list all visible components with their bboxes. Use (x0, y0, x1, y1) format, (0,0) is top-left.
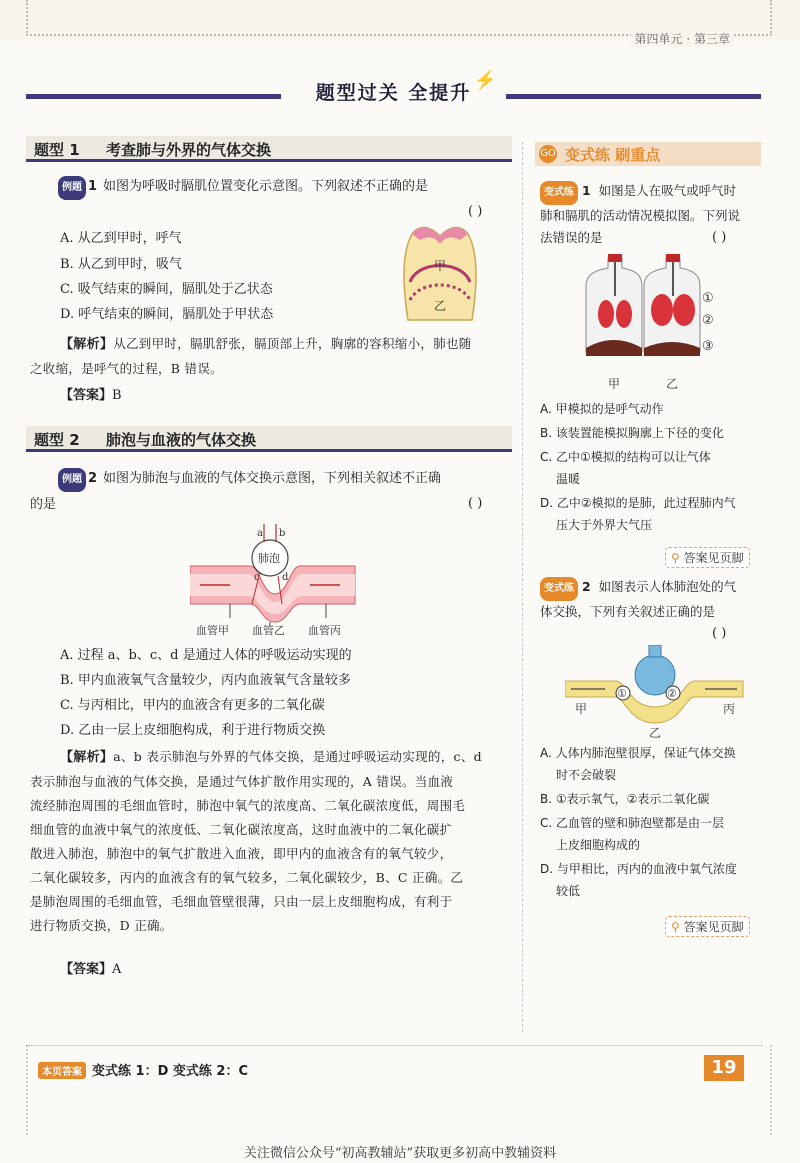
vessel-bing-label: 血管丙 (308, 624, 341, 637)
analysis-line: 进行物质交换，D 正确。 (30, 918, 173, 933)
answer-tag: 【答案】 (60, 388, 113, 403)
figure-label-jia: 甲 (434, 259, 447, 273)
option-a: A. 甲模拟的是呼气动作 (540, 402, 664, 416)
variant-number: 1 (581, 183, 591, 198)
option-a-cont: 时不会破裂 (556, 768, 617, 782)
variant-number: 2 (581, 579, 591, 594)
vessel-yi-label: 乙 (649, 726, 662, 740)
page-number: 19 (704, 1055, 744, 1081)
key-icon: ⚲ (671, 551, 680, 565)
page-title: 题型过关 全提升 (315, 82, 472, 104)
variant-2-question (540, 576, 762, 623)
option-d: D. 与甲相比，丙内的血液中氧气浓度 (540, 862, 737, 876)
option-d: D. 乙中②模拟的是肺，此过程肺内气 (540, 496, 736, 510)
see-footer-text: 答案见页脚 (683, 920, 744, 934)
page-answer-badge: 本页答案 (38, 1062, 86, 1079)
example-2-question (58, 468, 518, 492)
option-d-cont: 较低 (556, 884, 581, 898)
analysis-line: 从乙到甲时，膈肌舒张，膈顶部上升，胸廓的容积缩小，肺也随 (113, 336, 472, 351)
page-answer-text: 变式练 1：D 变式练 2：C (92, 1064, 249, 1079)
section-1-header (26, 136, 512, 162)
bottom-note: 关注微信公众号“初高教辅站”获取更多初高中教辅资料 (243, 1146, 557, 1161)
answer-blank: ( ) (468, 204, 483, 219)
analysis-1 (30, 332, 515, 381)
variant-practice-title: 变式练 刷重点 (565, 146, 661, 164)
question-text: 体交换，下列有关叙述正确的是 (540, 604, 716, 619)
analysis-line: a、b 表示肺泡与外界的气体交换，是通过呼吸运动实现的，c、d (113, 749, 482, 764)
variant-1-question (540, 180, 762, 249)
vessel-yi-label: 血管乙 (252, 624, 285, 637)
analysis-line: 二氧化碳较多，丙内的血液含有的氧气较多，二氧化碳较少，B、C 正确。乙 (30, 870, 464, 885)
example-badge: 例题 (58, 468, 86, 492)
model-yi-label: 乙 (666, 377, 679, 391)
variant-practice-header (535, 142, 761, 166)
analysis-line: 散进入肺泡，肺泡中的氧气扩散进入血液，即甲内的血液含有的氧气较少， (30, 846, 453, 861)
option-a: A. 从乙到甲时，呼气 (60, 231, 182, 246)
section-2-tag: 题型 2 (34, 431, 80, 449)
lightning-icon: ⚡ (474, 70, 497, 91)
analysis-line: 之收缩，是呼气的过程，B 错误。 (30, 361, 223, 376)
question-text: 如图是人在吸气或呼气时 (598, 183, 737, 198)
option-c-cont: 上皮细胞构成的 (556, 838, 641, 852)
option-b: B. 甲内血液氧气含量较少，丙内血液氧气含量较多 (60, 673, 351, 688)
footer-border (26, 1045, 772, 1135)
option-a: A. 人体内肺泡壁很厚，保证气体交换 (540, 746, 736, 760)
question-text: 如图为肺泡与血液的气体交换示意图，下列相关叙述不正确 (103, 471, 442, 486)
analysis-line: 表示肺泡与血液的气体交换，是通过气体扩散作用实现的，A 错误。当血液 (30, 774, 454, 789)
question-text: 肺和膈肌的活动情况模拟图。下列说 (540, 208, 741, 223)
answer-value: A (112, 962, 122, 977)
marker-3: ③ (702, 339, 714, 354)
option-c: C. 乙血管的壁和肺泡壁都是由一层 (540, 816, 725, 830)
answer-tag: 【答案】 (60, 962, 113, 977)
option-b: B. ①表示氧气，②表示二氧化碳 (540, 792, 710, 806)
option-c: C. 乙中①模拟的结构可以让气体 (540, 450, 711, 464)
alveolus-exchange-figure (565, 645, 745, 740)
title-rule-left (26, 94, 281, 99)
option-a: A. 过程 a、b、c、d 是通过人体的呼吸运动实现的 (60, 648, 352, 663)
see-footer-text: 答案见页脚 (683, 551, 744, 565)
answer-2 (60, 958, 121, 977)
answer-blank: ( ) (712, 230, 727, 245)
title-rule-right (506, 94, 761, 99)
example-number: 1 (88, 179, 98, 194)
figure-label-yi: 乙 (434, 299, 447, 313)
option-c-cont: 温暖 (556, 472, 581, 486)
analysis-line: 是肺泡周围的毛细血管，毛细血管壁很薄，只由一层上皮细胞构成，有利于 (30, 894, 453, 909)
label-a: a (257, 528, 263, 539)
question-text: 法错误的是 (540, 230, 603, 245)
lung-model-figure (578, 252, 728, 392)
see-footer-note (665, 547, 750, 568)
example-number: 2 (88, 471, 98, 486)
alveolus-label: 肺泡 (258, 552, 280, 565)
vessel-jia-label: 血管甲 (196, 624, 229, 637)
analysis-tag: 【解析】 (60, 337, 114, 352)
section-1-title: 考查肺与外界的气体交换 (106, 141, 272, 159)
question-text: 如图表示人体肺泡处的气 (598, 579, 737, 594)
marker-1: ① (702, 291, 714, 306)
analysis-2 (30, 745, 515, 938)
answer-value: B (112, 388, 122, 403)
answer-blank: ( ) (712, 626, 727, 641)
variant-1-options (540, 398, 762, 536)
option-c: C. 吸气结束的瞬间，膈肌处于乙状态 (60, 282, 273, 297)
key-icon: ⚲ (671, 920, 680, 934)
see-footer-note (665, 916, 750, 937)
page-title-bar (26, 70, 761, 106)
vessel-bing-label: 丙 (723, 702, 736, 716)
option-d: D. 呼气结束的瞬间，膈肌处于甲状态 (60, 307, 274, 322)
option-d: D. 乙由一层上皮细胞构成，利于进行物质交换 (60, 723, 326, 738)
marker-2: ② (667, 687, 677, 700)
column-divider (522, 142, 523, 1032)
section-1-tag: 题型 1 (34, 141, 80, 159)
diaphragm-figure (398, 222, 482, 322)
question-text: 如图为呼吸时膈肌位置变化示意图。下列叙述不正确的是 (103, 179, 429, 194)
label-d: d (282, 572, 289, 583)
go-icon: GO (539, 145, 557, 163)
answer-blank: ( ) (468, 496, 483, 511)
option-b: B. 从乙到甲时，吸气 (60, 257, 182, 272)
alveolus-figure (190, 522, 360, 638)
label-b: b (279, 528, 286, 539)
section-2-header (26, 426, 512, 452)
variant-badge: 变式练 (540, 181, 578, 205)
example-2-question-cont: 的是 (30, 497, 57, 512)
example-1-question (58, 176, 518, 200)
variant-badge: 变式练 (540, 577, 578, 601)
option-b: B. 该装置能模拟胸廓上下径的变化 (540, 426, 724, 440)
vessel-jia-label: 甲 (575, 702, 588, 716)
analysis-tag: 【解析】 (60, 750, 114, 765)
variant-2-options (540, 742, 762, 902)
analysis-line: 细血管的血液中氧气的浓度低、二氧化碳浓度高，这时血液中的二氧化碳扩 (30, 822, 453, 837)
label-c: c (254, 572, 260, 583)
answer-1 (60, 384, 122, 403)
section-2-title: 肺泡与血液的气体交换 (106, 431, 257, 449)
footer-rule (26, 1045, 762, 1046)
example-badge: 例题 (58, 176, 86, 200)
marker-1: ① (617, 687, 627, 700)
unit-label: 第四单元 · 第三章 (631, 30, 734, 47)
analysis-line: 流经肺泡周围的毛细血管时，肺泡中氧气的浓度高、二氧化碳浓度低，周围毛 (30, 798, 466, 813)
option-c: C. 与丙相比，甲内的血液含有更多的二氧化碳 (60, 698, 325, 713)
marker-2: ② (702, 313, 714, 328)
option-d-cont: 压大于外界大气压 (556, 518, 653, 532)
model-jia-label: 甲 (608, 377, 621, 391)
page-answers (38, 1060, 248, 1079)
